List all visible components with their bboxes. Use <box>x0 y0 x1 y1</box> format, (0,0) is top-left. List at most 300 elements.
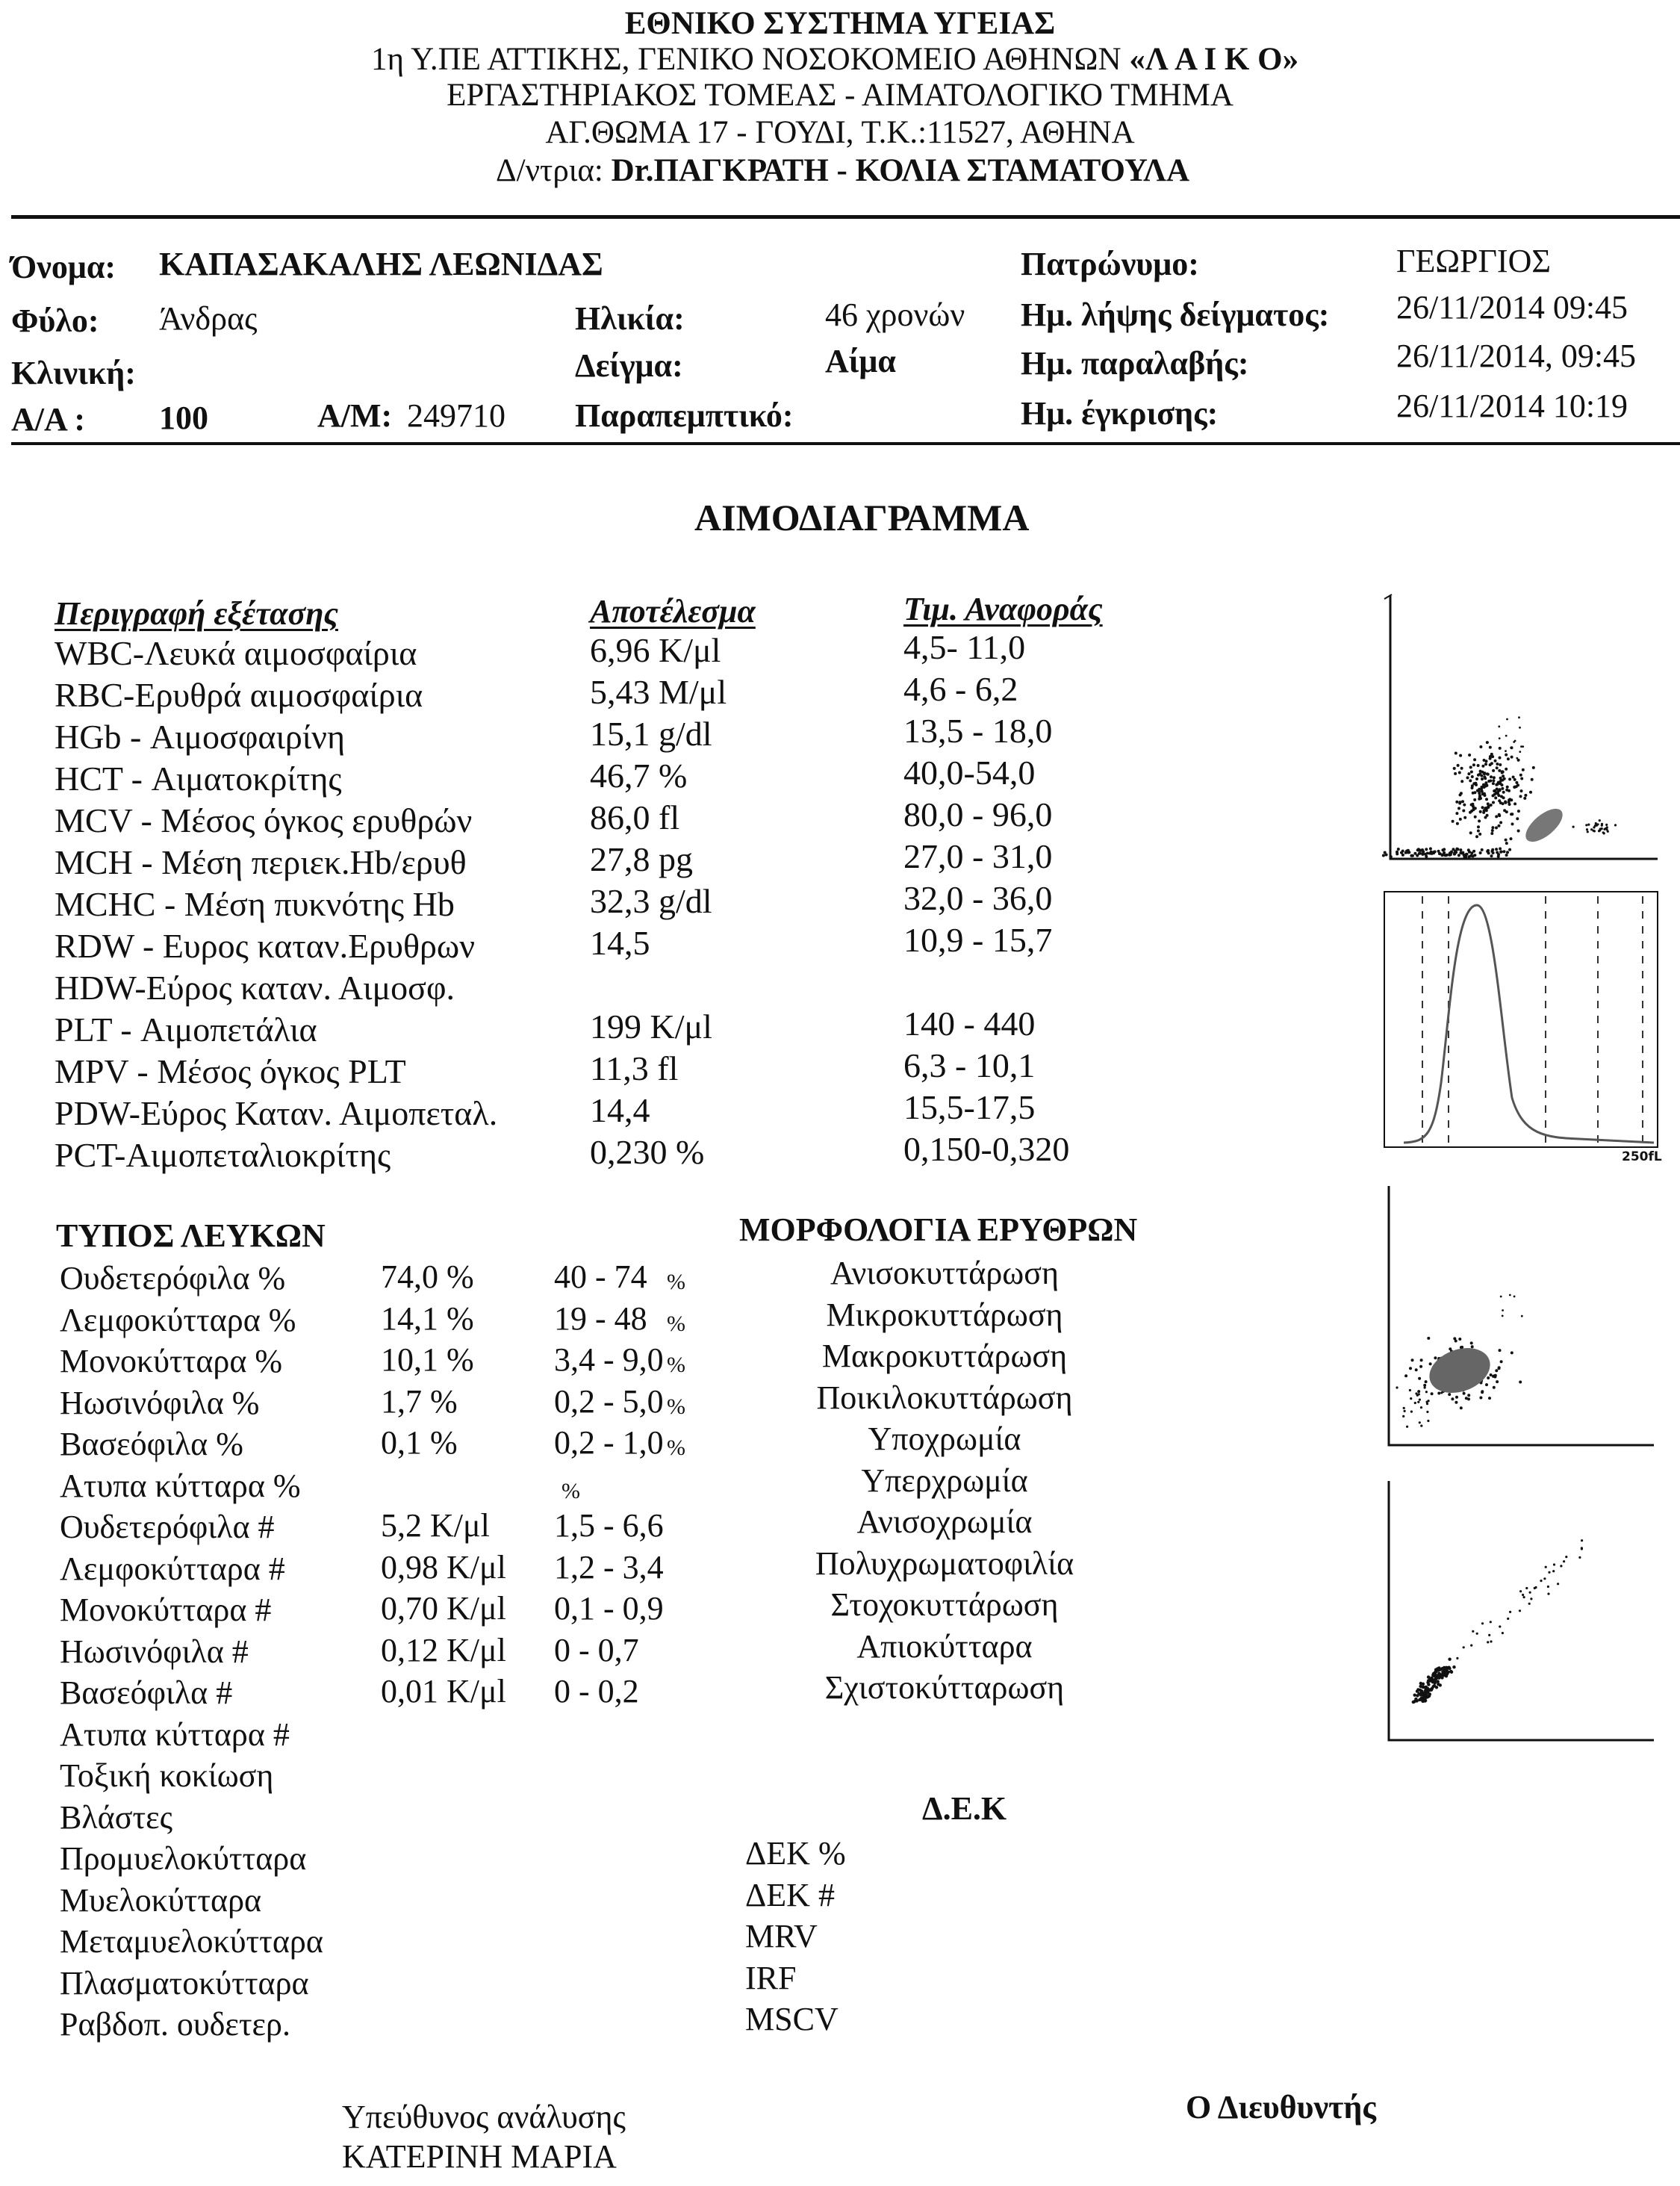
scatter-dot <box>1492 779 1495 782</box>
rbc-morphology-title: ΜΟΡΦΟΛΟΓΙΑ ΕΡΥΘΡΩΝ <box>739 1211 1138 1248</box>
cbc-test-name: MCH - Μέση περιεκ.Hb/ερυθ <box>55 843 467 881</box>
dek-item: MSCV <box>745 2001 839 2037</box>
age-value: 46 χρονών <box>825 296 965 333</box>
scatter-dot <box>1410 1411 1413 1413</box>
scatter-dot <box>1425 1695 1428 1698</box>
scatter-dot <box>1420 1425 1422 1427</box>
scatter-dot <box>1502 791 1505 794</box>
scatter-dot <box>1522 1594 1524 1596</box>
wbc-type-name: Τοξική κοκίωση <box>60 1757 274 1794</box>
scatter-dot <box>1593 830 1596 832</box>
scatter-dot <box>1421 1686 1424 1689</box>
scatter-dot <box>1493 1374 1496 1377</box>
scatter-dot <box>1460 767 1463 770</box>
wbc-type-name: Λεμφοκύτταρα # <box>60 1550 285 1587</box>
wbc-type-reference: 0,1 - 0,9 <box>554 1590 664 1627</box>
wbc-scatter-points <box>1381 716 1617 858</box>
scatter-dot <box>1482 811 1485 814</box>
scatter-dot <box>1456 822 1459 825</box>
scatter-dot <box>1419 1365 1422 1368</box>
scatter-dot <box>1469 831 1472 834</box>
specimen-value: Αίμα <box>825 343 896 379</box>
dek-item: ΔΕΚ % <box>745 1835 846 1872</box>
scatter-dot <box>1614 824 1617 826</box>
scatter-dot <box>1468 855 1471 858</box>
scatter-dot <box>1396 1386 1398 1388</box>
scatter-dot <box>1585 824 1587 826</box>
scatter-dot <box>1548 1571 1550 1574</box>
director-signature-label: Ο Διευθυντής <box>1186 2089 1376 2126</box>
scatter-dot <box>1490 1621 1492 1623</box>
scatter-dot <box>1498 725 1500 727</box>
scatter-dot <box>1553 1563 1555 1565</box>
scatter-dot <box>1479 1397 1482 1400</box>
wbc-type-name: Πλασματοκύτταρα <box>60 1964 309 2002</box>
department-line: ΕΡΓΑΣΤΗΡΙΑΚΟΣ ΤΟΜΕΑΣ - ΑΙΜΑΤΟΛΟΓΙΚΟ ΤΜΗΜΑ <box>447 78 1233 113</box>
scatter-dot <box>1423 1384 1426 1387</box>
scatter-dot <box>1505 750 1507 752</box>
scatter-dot <box>1508 789 1511 792</box>
wbc-type-reference: 0,2 - 1,0 <box>554 1424 664 1461</box>
scatter-dot <box>1540 1580 1542 1582</box>
scatter-dot <box>1490 854 1493 857</box>
scatter-dot <box>1495 783 1498 786</box>
dek-item: ΔΕΚ # <box>745 1876 835 1913</box>
scatter-dot <box>1487 802 1490 805</box>
scatter-dot <box>1416 854 1419 857</box>
scatter-dot <box>1485 1383 1488 1386</box>
scatter-dot <box>1498 1367 1501 1370</box>
scatter-dot <box>1426 1681 1429 1684</box>
wbc-types-title: ΤΥΠΟΣ ΛΕΥΚΩΝ <box>56 1217 326 1254</box>
rbc-morphology-item: Ανισοκυττάρωση <box>830 1255 1059 1291</box>
approval-date: 26/11/2014 10:19 <box>1396 388 1628 424</box>
wbc-type-reference: 1,5 - 6,6 <box>554 1507 664 1544</box>
scatter-dot <box>1478 795 1481 798</box>
scatter-dot <box>1489 780 1492 783</box>
scatter-dot <box>1493 1386 1496 1389</box>
cbc-test-name: WBC-Λευκά αιμοσφαίρια <box>55 634 417 672</box>
cbc-test-name: PLT - Αιμοπετάλια <box>55 1010 317 1049</box>
scatter-dot <box>1416 1394 1419 1397</box>
referral-label: Παραπεμπτικό: <box>575 397 794 434</box>
dek-item: MRV <box>745 1918 818 1954</box>
scatter-dot <box>1437 1676 1440 1679</box>
scatter-dot <box>1494 760 1497 763</box>
cbc-test-result: 199 K/μl <box>590 1007 712 1046</box>
scatter-dot <box>1467 1394 1470 1397</box>
scatter-dot <box>1489 746 1492 749</box>
scatter-dot <box>1458 771 1461 774</box>
scatter-dot <box>1417 1401 1419 1403</box>
scatter-dot <box>1437 1683 1440 1686</box>
cbc-test-result: 14,5 <box>590 924 650 962</box>
scatter-dot <box>1487 742 1489 744</box>
scatter-dot <box>1481 848 1484 851</box>
scatter-dot <box>1457 854 1460 857</box>
wbc-type-value: 0,1 % <box>381 1424 458 1461</box>
rbc-scattergram <box>1374 1180 1665 1460</box>
scatter-dot <box>1502 771 1505 774</box>
scatter-dot <box>1485 798 1488 801</box>
scatter-dot <box>1534 1586 1537 1589</box>
scatter-dot <box>1513 802 1516 805</box>
scatter-dot <box>1473 758 1476 761</box>
dek-title: Δ.Ε.Κ <box>922 1790 1007 1827</box>
scatter-dot <box>1477 764 1480 767</box>
scatter-dot <box>1490 753 1493 756</box>
scatter-dot <box>1499 847 1502 850</box>
scatter-dot <box>1506 718 1508 721</box>
scatter-dot <box>1495 848 1498 851</box>
scatter-dot <box>1449 851 1452 854</box>
scatter-dot <box>1510 747 1512 749</box>
scatter-dot <box>1420 1359 1423 1361</box>
scatter-dot <box>1481 1622 1484 1624</box>
cbc-test-name: MCHC - Μέση πυκνότης Hb <box>55 885 455 923</box>
scatter-dot <box>1502 774 1505 777</box>
scatter-dot <box>1482 783 1485 786</box>
scatter-dot <box>1547 1593 1549 1595</box>
receipt-date: 26/11/2014, 09:45 <box>1396 338 1637 374</box>
col-result-header: Αποτέλεσμα <box>590 593 756 630</box>
cbc-test-result: 14,4 <box>590 1091 650 1129</box>
cbc-test-reference: 27,0 - 31,0 <box>903 837 1053 875</box>
receipt-label: Ημ. παραλαβής: <box>1021 345 1249 382</box>
scatter-dot <box>1502 802 1505 805</box>
scatter-dot <box>1401 854 1404 857</box>
scatter-dot <box>1455 1401 1457 1404</box>
scatter-dot <box>1581 1539 1583 1541</box>
report-title: ΑΙΜΟΔΙΑΓΡΑΜΜΑ <box>694 497 1030 538</box>
scatter-dot <box>1483 792 1486 795</box>
scatter-dot <box>1459 848 1462 851</box>
scatter-dot <box>1470 804 1473 807</box>
scatter-dot <box>1457 764 1460 767</box>
scatter-dot <box>1427 1420 1429 1422</box>
cbc-test-result: 46,7 % <box>590 757 688 795</box>
scatter-dot <box>1509 1611 1511 1613</box>
cbc-test-result: 5,43 M/μl <box>590 673 727 711</box>
scatter-dot <box>1415 1368 1418 1371</box>
cbc-test-name: MPV - Μέσος όγκος PLT <box>55 1052 406 1090</box>
cbc-test-reference: 4,5- 11,0 <box>903 628 1026 666</box>
scatter-dot <box>1594 825 1596 827</box>
scatter-dot <box>1493 776 1496 779</box>
scatter-dot <box>1496 763 1499 766</box>
cbc-test-result: 6,96 K/μl <box>590 631 721 669</box>
hospital-name: «Λ Α Ι Κ Ο» <box>1129 42 1299 77</box>
scatter-dot <box>1441 1671 1444 1674</box>
wbc-type-name: Βασεόφιλα % <box>60 1426 243 1462</box>
scatter-dot <box>1463 816 1466 819</box>
scatter-dot <box>1470 1341 1473 1344</box>
scatter-dot <box>1479 745 1482 748</box>
scatter-dot <box>1499 1349 1502 1352</box>
scatter-dot <box>1478 819 1481 822</box>
scatter-dot <box>1410 1397 1412 1400</box>
scatter-dot <box>1512 776 1515 779</box>
scatter-dot <box>1500 1360 1503 1363</box>
cbc-test-reference: 4,6 - 6,2 <box>903 670 1018 708</box>
scatter-dot <box>1506 851 1509 854</box>
scatter-dot <box>1470 1645 1472 1647</box>
specimen-label: Δείγμα: <box>575 347 683 384</box>
cbc-test-reference: 80,0 - 96,0 <box>903 795 1053 833</box>
scatter-dot <box>1572 826 1575 828</box>
plt-hist-curve <box>1404 905 1654 1143</box>
scatter-dot <box>1505 842 1508 845</box>
wbc-type-name: Μονοκύτταρα # <box>60 1592 272 1628</box>
scatter-dot <box>1530 1597 1532 1600</box>
scatter-dot <box>1498 799 1501 802</box>
plt-hist-axis-label: 250fL <box>1622 1149 1662 1164</box>
wbc-type-unit: % <box>667 1394 685 1419</box>
scatter-dot <box>1417 848 1420 851</box>
scatter-dot <box>1480 788 1483 791</box>
scatter-dot <box>1404 1410 1406 1412</box>
scatter-dot <box>1463 1392 1466 1395</box>
scatter-dot <box>1422 850 1425 853</box>
scatter-dot <box>1504 801 1507 804</box>
scatter-dot <box>1590 828 1593 830</box>
scatter-dot <box>1407 851 1410 854</box>
cbc-test-reference: 140 - 440 <box>903 1004 1036 1043</box>
scatter-dot <box>1403 1407 1405 1409</box>
scatter-dot <box>1453 851 1456 854</box>
name-label: Όνομα: <box>11 249 116 285</box>
scatter-dot <box>1471 775 1474 778</box>
cbc-test-name: HCT - Αιματοκρίτης <box>55 760 342 798</box>
wbc-type-reference: 0 - 0,2 <box>554 1673 639 1710</box>
sample-date-label: Ημ. λήψης δείγματος: <box>1021 296 1330 333</box>
scatter-dot <box>1510 837 1513 840</box>
scatter-dot <box>1472 1630 1474 1633</box>
scatter-dot <box>1507 757 1510 760</box>
age-label: Ηλικία: <box>575 300 685 337</box>
scatter-dot <box>1446 1671 1449 1674</box>
col-desc-header: Περιγραφή εξέτασης <box>55 595 338 632</box>
scatter-dot <box>1488 1397 1491 1400</box>
wbc-type-name: Ηωσινόφιλα % <box>60 1384 260 1421</box>
scatter-dot <box>1453 1337 1456 1340</box>
wbc-type-value: 1,7 % <box>381 1382 458 1420</box>
scatter-dot <box>1448 1658 1451 1661</box>
scatter-dot <box>1509 1294 1511 1297</box>
col-ref-header: Τιμ. Αναφοράς <box>903 591 1103 627</box>
scatter-dot <box>1523 1596 1525 1598</box>
scatter-dot <box>1490 1373 1493 1376</box>
scatter-dot <box>1401 850 1404 853</box>
scatter-dot <box>1411 1359 1414 1361</box>
scatter-dot <box>1499 851 1502 854</box>
wbc-type-reference: 1,2 - 3,4 <box>554 1548 664 1586</box>
scatter-dot <box>1499 763 1502 766</box>
scatter-dot <box>1492 782 1495 785</box>
scatter-dot <box>1498 769 1501 772</box>
scatter-dot <box>1525 1587 1528 1589</box>
scatter-dot <box>1492 801 1495 804</box>
rbc-morphology-item: Ανισοχρωμία <box>856 1503 1033 1540</box>
scatter-dot <box>1459 851 1462 854</box>
scatter-dot <box>1474 816 1477 819</box>
scatter-dot <box>1440 1391 1443 1394</box>
scatter-dot <box>1431 852 1434 855</box>
cbc-test-name: MCV - Μέσος όγκος ερυθρών <box>55 801 473 839</box>
scatter-dot <box>1510 798 1513 801</box>
dek-item: IRF <box>745 1959 797 1996</box>
scatter-dot <box>1529 1592 1531 1594</box>
scatter-dot <box>1499 821 1502 824</box>
scatter-dot <box>1458 802 1461 805</box>
scatter-dot <box>1481 1391 1484 1394</box>
scatter-dot <box>1487 773 1490 776</box>
scatter-dot <box>1581 1547 1583 1549</box>
scatter-dot <box>1481 806 1484 809</box>
scatter-dot <box>1506 786 1509 789</box>
scatter-dot <box>1499 780 1502 783</box>
wbc-type-value: 74,0 % <box>381 1258 474 1295</box>
scatter-dot <box>1468 754 1471 757</box>
rbc-morphology-item: Υποχρωμία <box>868 1420 1021 1457</box>
scatter-dot <box>1547 1586 1549 1588</box>
scatter-dot <box>1517 810 1520 813</box>
scatter-dot <box>1425 848 1428 851</box>
scatter-dot <box>1499 789 1502 792</box>
hospital-line <box>371 43 1298 75</box>
scatter-dot <box>1430 1688 1433 1691</box>
wbc-type-reference: 19 - 48 <box>554 1300 647 1337</box>
clinic-label: Κλινική: <box>11 355 136 391</box>
scatter-dot <box>1424 1689 1427 1692</box>
scatter-dot <box>1437 1392 1440 1395</box>
am-label: Α/Μ: <box>317 397 393 434</box>
cbc-test-result: 86,0 fl <box>590 798 680 836</box>
scatter-dot <box>1500 795 1503 798</box>
scatter-dot <box>1452 1665 1455 1668</box>
scatter-dot <box>1427 1337 1430 1340</box>
scatter-dot <box>1484 807 1487 810</box>
sex-label: Φύλο: <box>11 302 99 339</box>
scatter-dot <box>1431 1392 1434 1395</box>
scatter-dot <box>1465 1397 1468 1400</box>
wbc-type-value: 0,12 K/μl <box>381 1631 506 1668</box>
wbc-type-value: 0,70 K/μl <box>381 1590 506 1627</box>
scatter-dot <box>1419 1693 1422 1696</box>
scatter-dot <box>1487 849 1490 852</box>
scatter-dot <box>1456 1657 1458 1659</box>
cbc-test-name: RBC-Ερυθρά αιμοσφαίρια <box>55 676 423 714</box>
scatter-dot <box>1599 827 1602 830</box>
scatter-dot <box>1426 1411 1428 1413</box>
system-name: ΕΘΝΙΚΟ ΣΥΣΤΗΜΑ ΥΓΕΙΑΣ <box>624 6 1056 41</box>
scatter-dot <box>1505 768 1508 771</box>
scatter-dot <box>1496 851 1499 854</box>
scatter-dot <box>1452 820 1455 823</box>
scatter-dot <box>1429 847 1432 850</box>
scatter-dot <box>1495 1369 1498 1372</box>
scatter-dot <box>1520 777 1523 780</box>
analyst-label: Υπεύθυνος ανάλυσης <box>342 2099 626 2135</box>
scatter-dot <box>1424 853 1427 856</box>
scatter-dot <box>1517 830 1520 833</box>
scatter-dot <box>1560 1565 1562 1567</box>
director-name: Dr.ΠΑΓΚΡΑΤΗ - ΚΟΛΙΑ ΣΤΑΜΑΤΟΥΛΑ <box>611 153 1190 188</box>
rbc-scatter-cluster <box>1423 1340 1496 1400</box>
scatter-dot <box>1469 779 1472 782</box>
wbc-type-unit: % <box>667 1270 685 1294</box>
scatter-dot <box>1545 1566 1547 1568</box>
scatter-dot <box>1397 848 1400 851</box>
scatter-dot <box>1496 788 1499 791</box>
scatter-dot <box>1419 1399 1421 1401</box>
scatter-dot <box>1455 801 1458 804</box>
scatter-dot <box>1519 751 1521 753</box>
wbc-scatter-axes <box>1390 596 1658 859</box>
wbc-type-name: Μυελοκύτταρα <box>60 1881 262 1919</box>
wbc-type-reference: 3,4 - 9,0 <box>554 1341 664 1378</box>
cbc-test-result: 32,3 g/dl <box>590 882 712 920</box>
scatter-dot <box>1455 812 1458 815</box>
scatter-dot <box>1508 801 1511 804</box>
scatter-dot <box>1481 777 1484 780</box>
scatter-dot <box>1476 1633 1478 1635</box>
rbc-morphology-item: Μακροκυττάρωση <box>821 1338 1068 1374</box>
scatter-dot <box>1484 763 1487 766</box>
rbc-morphology-item: Ποικιλοκυττάρωση <box>816 1379 1073 1416</box>
scatter-dot <box>1419 1682 1422 1685</box>
scatter-dot <box>1431 1685 1434 1688</box>
scatter-dot <box>1440 1676 1443 1679</box>
plt-scatter-axes <box>1389 1481 1654 1740</box>
scatter-dot <box>1478 792 1481 795</box>
scatter-dot <box>1472 763 1475 766</box>
scatter-dot <box>1459 793 1462 796</box>
wbc-type-reference: 40 - 74 <box>554 1258 647 1295</box>
scatter-dot <box>1438 852 1441 855</box>
scatter-dot <box>1516 757 1518 760</box>
patient-name: ΚΑΠΑΣΑΚΑΛΗΣ ΛΕΩΝΙΔΑΣ <box>159 246 603 282</box>
scatter-dot <box>1474 782 1477 785</box>
scatter-dot <box>1479 810 1482 813</box>
scatter-dot <box>1478 833 1481 836</box>
wbc-type-value: 5,2 K/μl <box>381 1507 490 1544</box>
scatter-dot <box>1491 826 1494 829</box>
scatter-dot <box>1432 1678 1435 1681</box>
scatter-dot <box>1587 824 1590 826</box>
scatter-dot <box>1459 818 1462 821</box>
scatter-dot <box>1402 1415 1404 1418</box>
scatter-dot <box>1523 797 1526 800</box>
scatter-dot <box>1503 777 1506 780</box>
scatter-dot <box>1492 769 1495 772</box>
scatter-dot <box>1434 1671 1437 1674</box>
scatter-dot <box>1529 791 1532 794</box>
cbc-test-reference: 10,9 - 15,7 <box>903 921 1053 959</box>
scatter-dot <box>1429 1362 1432 1365</box>
scatter-dot <box>1425 1380 1428 1383</box>
scatter-dot <box>1519 1381 1522 1384</box>
scatter-dot <box>1490 775 1493 778</box>
scatter-dot <box>1491 829 1494 832</box>
scatter-dot <box>1498 825 1501 827</box>
scatter-dot <box>1496 766 1499 769</box>
scatter-dot <box>1508 848 1511 851</box>
scatter-dot <box>1472 850 1475 853</box>
scatter-dot <box>1518 716 1520 718</box>
scatter-dot <box>1461 800 1464 803</box>
scatter-dot <box>1459 754 1462 757</box>
